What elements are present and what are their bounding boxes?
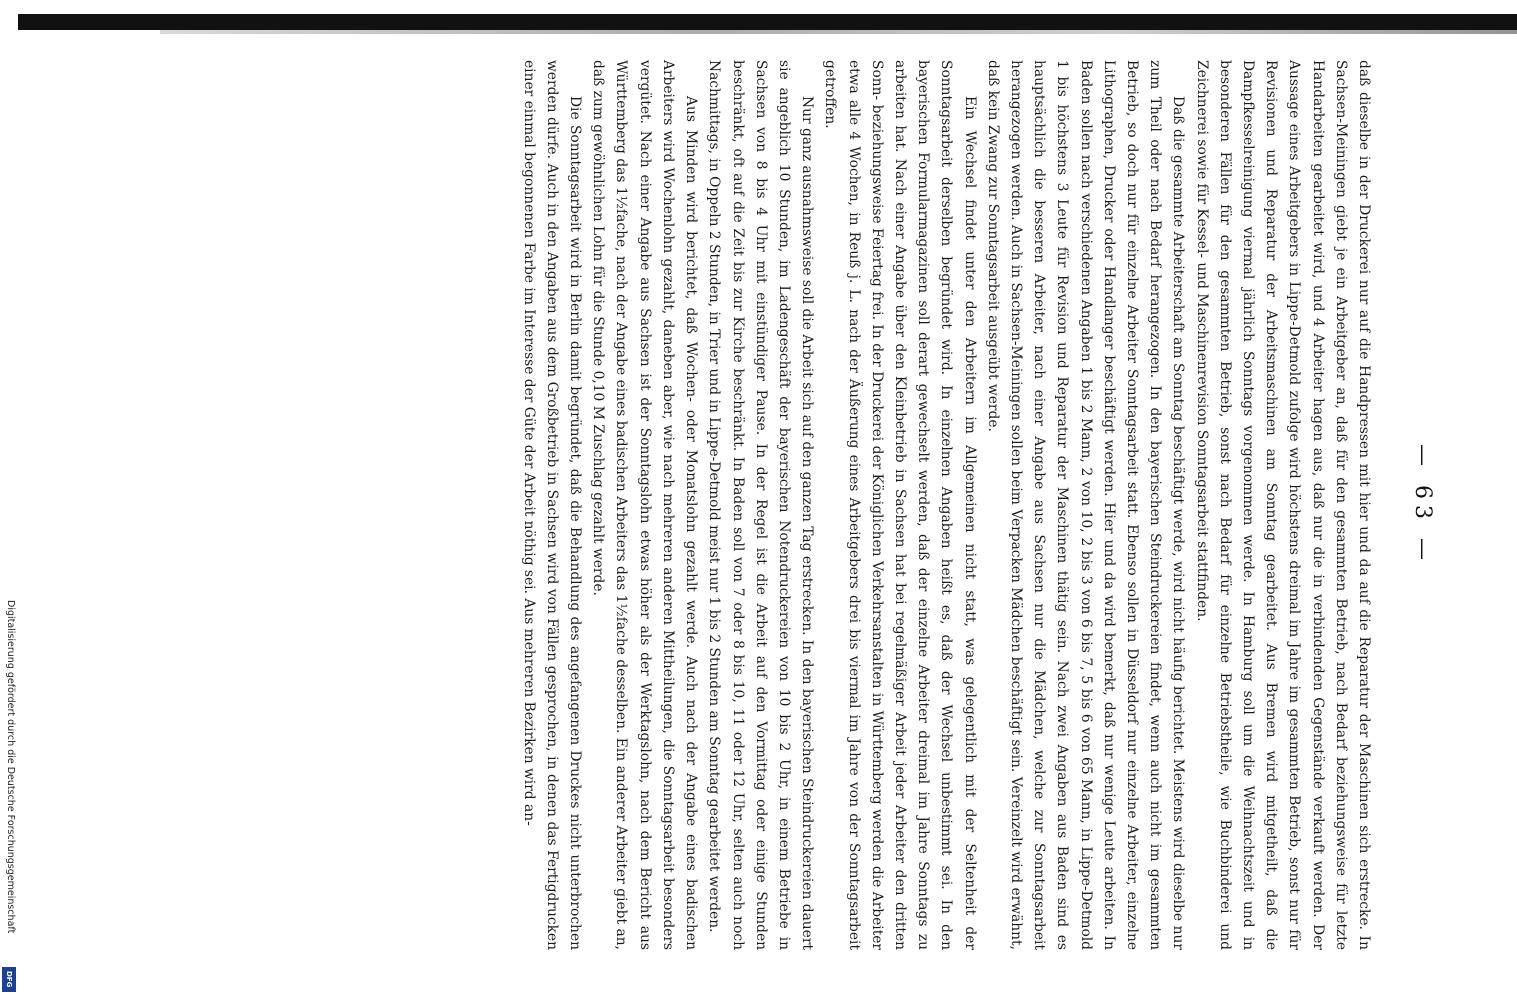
dfg-logo [2, 967, 16, 992]
dfg-logo-text: DFG [5, 971, 13, 988]
paragraph-3: Ein Wechsel findet unter den Arbeitern im Allgemeinen nicht statt, was gelegentlich mit der Seltenheit der Sonntagsarbeit derselben begründet wird. In einzelnen Angaben heißt es, daß der Wechsel unbestimmt sei. In den bayerischen Formularmagazinen soll derart gewechselt werden, daß der einzelne Arbeiter dreimal im Jahre Sonntags zu arbeiten hat. Nach einer Angabe über den Kleinbetrieb in Sachsen hat bei regelmäßiger Arbeit jeder Arbeiter den dritten Sonn- beziehungsweise Feiertag frei. In der Druckerei der Königlichen Verkehrsanstalten in Württemberg werden die Arbeiter etwa alle 4 Wochen, in Reuß j. L. nach der Äußerung eines Arbeitgebers drei bis viermal im Jahre von der Sonntagsarbeit getroffen. [822, 60, 978, 950]
paragraph-1: daß dieselbe in der Druckerei nur auf die Handpressen mit hier und da auf die Reparatur der Maschinen sich erstrecke. In Sachsen-Meiningen giebt je ein Arbeitgeber an, daß für den gesammten Betrieb, nach Bedarf beziehungsweise für letzte Handarbeiten gearbeitet wird, und 4 Arbeiter hagen aus, daß nur die in verbindenden Gegenstände verkauft werden. Der Aussage eines Arbeitgebers in Lippe-Detmold zufolge wird höchstens dreimal im Jahre im gesammten Betrieb, sonst nur für Revisionen und Reparatur der Arbeitsmaschinen am Sonntag gearbeitet. Aus Bremen wird mitgetheilt, daß die Dampfkesselreinigung viermal jährlich Sonntags vorgenommen werde. In Hamburg soll um die Weihnachtszeit und in besonderen Fällen für den gesammten Betrieb, sonst nach Bedarf für einzelne Betriebstheile, wie Buchbinderei und Zeichnerei sowie für Kessel- und Maschinenrevision Sonntagsarbeit stattfinden. [1193, 60, 1372, 950]
page-number: — 63 — [1410, 444, 1435, 566]
paragraph-5: Aus Minden wird berichtet, daß Wochen- oder Monatslohn gezahlt werde. Auch nach der Angabe eines badischen Arbeiters wird Wochenlohn gezahlt, daneben aber, wie nach mehreren anderen Mittheilungen, die Sonntagsarbeit besonders vergütet. Nach einer Angabe aus Sachsen ist der Sonntagslohn etwas höher als der Werktagslohn, nach dem Bericht aus Württemberg das 1½fache, nach der Angabe eines badischen Arbeiters das 1½fache desselben. Ein anderer Arbeiter giebt an, daß zum gewöhnlichen Lohn für die Stunde 0,10 M Zuschlag gezahlt werde. [590, 60, 700, 950]
paragraph-2: Daß die gesammte Arbeiterschaft am Sonntag beschäftigt werde, wird nicht häufig berichtet. Meistens wird dieselbe nur zum Theil oder nach Bedarf herangezogen. In den bayerischen Steindruckereien findet, wenn auch nicht im gesammten Betrieb, so doch nur für einzelne Arbeiter Sonntagsarbeit statt. Ebenso sollen in Düsseldorf nur einzelne Arbeiter, einzelne Lithographen, Drucker oder Handlanger beschäftigt werden. Hier und da wird bemerkt, daß nur wenige Leute arbeiten. In Baden sollen nach verschiedenen Angaben 1 bis 2 Mann, 2 von 10, 2 bis 3 von 6 bis 7, 5 bis 6 von 65 Mann, in Lippe-Detmold 1 bis höchstens 3 Leute für Revision und Reparatur der Maschinen thätig sein. Nach zwei Angaben aus Baden sind es hauptsächlich die besseren Arbeiter, nach einer Angabe aus Sachsen nur die Mädchen, welche zur Sonntagsarbeit herangezogen werden. Auch in Sachsen-Meiningen sollen beim Verpacken Mädchen beschäftigt sein. Vereinzelt wird erwähnt, daß kein Zwang zur Sonntagsarbeit ausgeübt werde. [984, 60, 1187, 950]
scan-edge-dark-band [18, 14, 1517, 30]
rotated-page [165, 40, 1465, 970]
scan-edge-shadow [160, 30, 1517, 34]
digitization-credit [2, 600, 18, 990]
digitization-credit-text: Digitalisierung gefördert durch die Deutsche Forschungsgemeinschaft [5, 600, 16, 934]
paragraph-6: Die Sonntagsarbeit wird in Berlin damit begründet, daß die Behandlung des angefangenen Druckes nicht unterbrochen werden dürfe. Auch in den Angaben aus dem Großbetrieb in Sachsen wird von Fällen gesprochen, in denen das Fertigdrucken einer einmal begonnenen Farbe im Interesse der Güte der Arbeit nöthig sei. Aus mehreren Bezirken wird an- [520, 60, 584, 950]
page-body-text [516, 60, 1375, 950]
paragraph-4: Nur ganz ausnahmsweise soll die Arbeit sich auf den ganzen Tag erstrecken. In den bayerischen Steindruckereien dauert sie angeblich 10 Stunden, im Ladengeschäft der bayerischen Notendruckereien von 10 bis 2 Uhr, in einem Betriebe in Sachsen von 8 bis 4 Uhr mit einstündiger Pause. In der Regel ist die Arbeit auf den Vormittag oder einige Stunden beschränkt, oft auf die Zeit bis zur Kirche beschränkt. In Baden soll von 7 oder 8 bis 10, 11 oder 12 Uhr, selten auch noch Nachmittags, in Oppeln 2 Stunden, in Trier und in Lippe-Detmold meist nur 1 bis 2 Stunden am Sonntag gearbeitet werden. [706, 60, 816, 950]
